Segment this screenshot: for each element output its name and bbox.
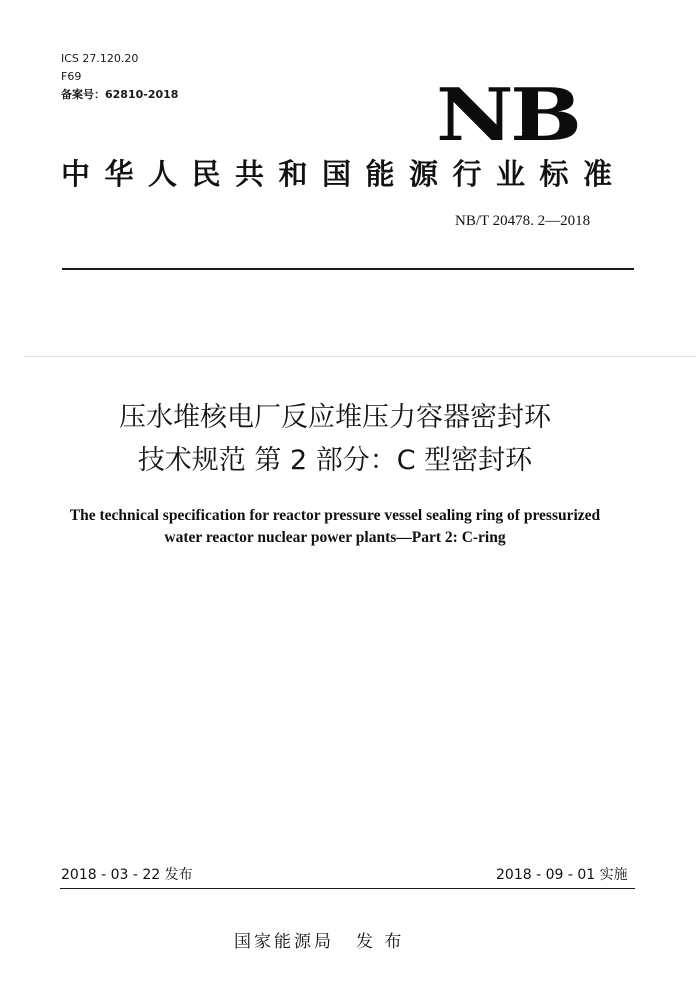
standard-organization: 中华人民共和国能源行业标准 — [61, 157, 627, 191]
footer-divider — [60, 888, 635, 889]
implementation-date: 2018 - 09 - 01 实施 — [496, 867, 628, 883]
header-divider — [62, 268, 634, 270]
issue-date: 2018 - 03 - 22 发布 — [61, 867, 193, 883]
title-en-line1: The technical specification for reactor pressure vessel sealing ring of pressurized — [69, 507, 601, 524]
publish-label: 发 布 — [356, 932, 405, 952]
ccs-code: F69 — [61, 70, 82, 83]
title-cn-line2: 技术规范 第 2 部分：C 型密封环 — [137, 445, 533, 476]
publisher-name: 国家能源局 — [234, 932, 334, 952]
publisher — [234, 931, 404, 953]
ics-code: ICS 27.120.20 — [61, 52, 139, 65]
filing-number: 备案号：62810-2018 — [61, 88, 179, 101]
title-en-line2: water reactor nuclear power plants—Part 2: C-ring — [164, 529, 506, 546]
standard-code: NB/T 20478. 2—2018 — [455, 213, 591, 229]
nb-logo: NB — [436, 72, 579, 157]
title-cn-line1: 压水堆核电厂反应堆压力容器密封环 — [119, 402, 551, 433]
scan-artifact-line — [24, 356, 696, 357]
